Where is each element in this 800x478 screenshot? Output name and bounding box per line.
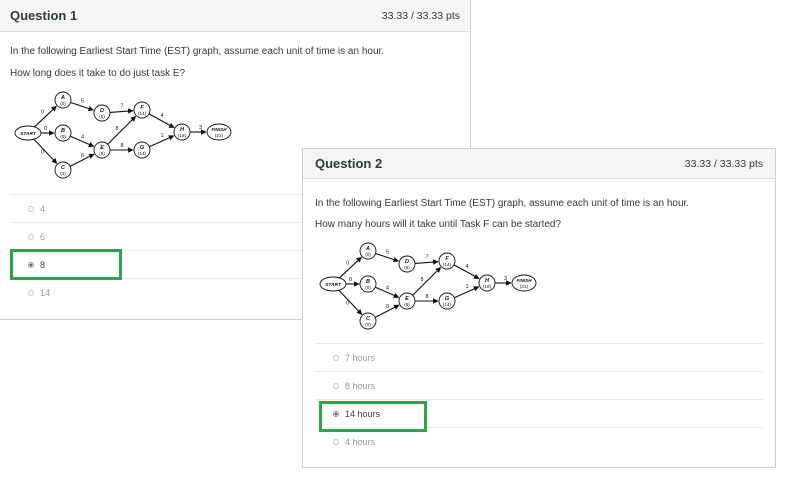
- edge-duration-label: 7: [425, 254, 429, 261]
- edge-arrow: [34, 106, 56, 127]
- edge-duration-label: 0: [40, 149, 45, 156]
- node-label: H: [485, 278, 489, 284]
- question-text: How long does it take to do just task E?: [10, 68, 186, 79]
- edge-duration-label: 8: [420, 277, 424, 283]
- node-label: FINISH: [516, 278, 532, 283]
- radio-button[interactable]: [333, 439, 339, 445]
- node-label: A: [61, 95, 65, 101]
- edge-duration-label: 8: [120, 143, 124, 149]
- edge-arrow: [339, 257, 361, 278]
- edge-arrow: [415, 262, 438, 264]
- edge-duration-label: 4: [385, 285, 390, 292]
- node-est-label: (14): [442, 302, 452, 307]
- node-est-label: (5): [404, 265, 410, 270]
- est-graph-image: [14, 88, 234, 180]
- question-prompt: In the following Earliest Start Time (EST) graph, assume each unit of time is an hour.: [315, 198, 690, 209]
- radio-button[interactable]: [28, 206, 34, 212]
- edge-duration-label: 3: [503, 276, 508, 282]
- question-1-header: [0, 0, 470, 32]
- correct-answer-highlight: [10, 249, 122, 280]
- node-est-label: (0): [365, 285, 371, 290]
- question-2-header: [303, 149, 775, 179]
- node-label: G: [139, 145, 145, 151]
- question-2-card: [302, 148, 776, 468]
- node-label: START: [20, 132, 36, 137]
- edge-duration-label: 7: [120, 103, 124, 110]
- edge-arrow: [108, 116, 136, 144]
- edge-arrow: [413, 267, 441, 295]
- node-label: C: [61, 165, 65, 171]
- node-est-label: (0): [60, 134, 66, 139]
- answer-option[interactable]: [315, 371, 763, 399]
- node-est-label: (0): [365, 252, 371, 257]
- edge-duration-label: 4: [160, 113, 164, 119]
- node-label: C: [366, 316, 370, 322]
- node-est-label: (14): [442, 262, 452, 267]
- node-label: H: [180, 127, 184, 133]
- node-est-label: (0): [365, 322, 371, 327]
- answer-label: 6: [40, 231, 46, 242]
- radio-button[interactable]: [28, 290, 34, 296]
- answer-label: 4 hours: [345, 436, 376, 447]
- edge-duration-label: 5: [80, 98, 85, 105]
- node-est-label: (6): [99, 151, 105, 156]
- edge-arrow: [339, 290, 362, 314]
- question-points: 33.33 / 33.33 pts: [684, 157, 763, 170]
- answer-label: 8: [40, 259, 46, 270]
- node-est-label: (5): [99, 114, 105, 119]
- radio-button[interactable]: [28, 234, 34, 240]
- edge-duration-label: 4: [80, 134, 85, 141]
- node-label: G: [444, 296, 450, 302]
- radio-button[interactable]: [333, 355, 339, 361]
- edge-arrow: [34, 139, 57, 163]
- question-title: Question 2: [315, 156, 383, 171]
- answer-label: 14 hours: [345, 408, 381, 419]
- edge-duration-label: 1: [160, 133, 164, 139]
- node-label: F: [445, 256, 449, 262]
- answer-label: 14: [40, 287, 51, 298]
- edge-duration-label: 5: [385, 249, 390, 256]
- answer-option[interactable]: [315, 343, 763, 371]
- answer-label: 7 hours: [345, 352, 376, 363]
- node-label: F: [140, 105, 144, 111]
- node-label: A: [366, 246, 370, 252]
- node-est-label: (14): [137, 111, 147, 116]
- node-label: D: [405, 259, 409, 265]
- node-est-label: (14): [137, 151, 147, 156]
- correct-answer-highlight: [319, 401, 427, 432]
- node-est-label: (0): [60, 171, 66, 176]
- node-label: E: [405, 296, 409, 302]
- edge-duration-label: 6: [80, 153, 85, 159]
- node-label: START: [325, 283, 341, 288]
- node-label: B: [61, 128, 65, 134]
- node-est-label: (6): [404, 302, 410, 307]
- node-label: E: [100, 145, 104, 151]
- edge-duration-label: 0: [40, 109, 45, 116]
- question-title: Question 1: [10, 8, 78, 23]
- edge-duration-label: 0: [345, 260, 350, 267]
- node-est-label: (21): [214, 133, 224, 138]
- radio-button[interactable]: [333, 383, 339, 389]
- edge-duration-label: 4: [465, 264, 469, 270]
- node-label: FINISH: [211, 127, 227, 132]
- answer-label: 8 hours: [345, 380, 376, 391]
- node-est-label: (0): [60, 101, 66, 106]
- node-est-label: (18): [482, 284, 492, 289]
- edge-duration-label: 0: [43, 126, 48, 132]
- est-graph-image: [319, 239, 539, 331]
- edge-duration-label: 8: [115, 126, 119, 132]
- edge-duration-label: 6: [385, 304, 390, 310]
- edge-duration-label: 0: [345, 300, 350, 307]
- edge-arrow: [110, 111, 133, 113]
- question-text: How many hours will it take until Task F can be started?: [315, 219, 562, 230]
- edge-duration-label: 0: [348, 277, 353, 283]
- question-prompt: In the following Earliest Start Time (EST) graph, assume each unit of time is an hour.: [10, 46, 385, 57]
- answer-label: 4: [40, 203, 46, 214]
- edge-duration-label: 8: [425, 294, 429, 300]
- node-est-label: (21): [519, 284, 529, 289]
- question-points: 33.33 / 33.33 pts: [381, 9, 460, 22]
- node-label: D: [100, 108, 104, 114]
- node-label: B: [366, 279, 370, 285]
- edge-duration-label: 3: [198, 125, 203, 131]
- node-est-label: (18): [177, 133, 187, 138]
- edge-duration-label: 1: [465, 284, 469, 290]
